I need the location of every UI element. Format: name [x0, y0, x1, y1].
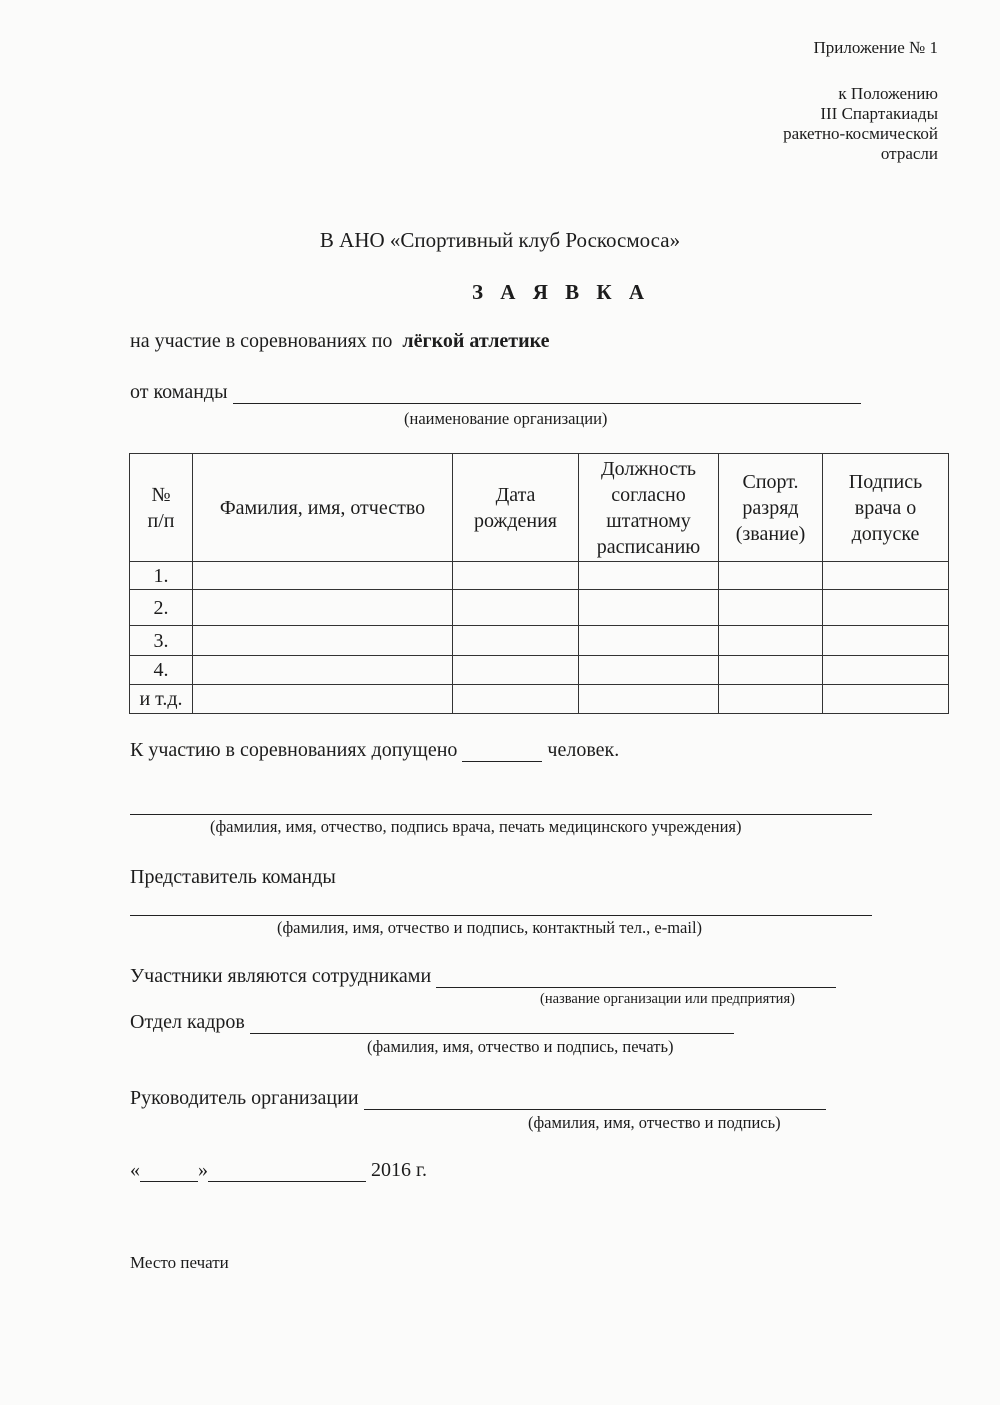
sport-name: лёгкой атлетике	[402, 330, 550, 352]
team-line	[130, 381, 861, 404]
employer-name-field[interactable]	[436, 967, 836, 988]
cell-full-name[interactable]	[193, 590, 453, 626]
header-number: № п/п	[130, 454, 193, 562]
cell-position[interactable]	[579, 685, 719, 714]
cell-full-name[interactable]	[193, 562, 453, 590]
annex-line: III Спартакиады	[820, 104, 938, 123]
addressee: В АНО «Спортивный клуб Роскосмоса»	[319, 228, 681, 252]
cell-sport-rank[interactable]	[719, 590, 823, 626]
cell-birth-date[interactable]	[453, 656, 579, 685]
team-hint: (наименование организации)	[404, 409, 608, 428]
date-day-field[interactable]	[140, 1161, 198, 1182]
row-number: 1.	[130, 562, 193, 590]
cell-birth-date[interactable]	[453, 626, 579, 656]
cell-doctor-signature[interactable]	[823, 626, 949, 656]
date-year: 2016 г.	[371, 1159, 427, 1181]
cell-birth-date[interactable]	[453, 685, 579, 714]
annex-line: отрасли	[880, 144, 938, 163]
cell-position[interactable]	[579, 626, 719, 656]
table-row	[130, 656, 949, 685]
cell-full-name[interactable]	[193, 685, 453, 714]
representative-signature-line[interactable]	[130, 915, 872, 916]
cell-sport-rank[interactable]	[719, 656, 823, 685]
date-close-quote: »	[198, 1159, 208, 1181]
header-sport-rank: Спорт. разряд (звание)	[719, 454, 823, 562]
admitted-prefix: К участию в соревнованиях допущено	[130, 739, 458, 761]
representative-label: Представитель команды	[130, 866, 336, 888]
team-label: от команды	[130, 381, 228, 403]
doctor-signature-line[interactable]	[130, 814, 872, 815]
table-header-row	[130, 454, 949, 562]
date-open-quote: «	[130, 1159, 140, 1181]
cell-sport-rank[interactable]	[719, 626, 823, 656]
date-line	[130, 1159, 427, 1182]
head-label: Руководитель организации	[130, 1087, 359, 1109]
row-number: 3.	[130, 626, 193, 656]
purpose-prefix: на участие в соревнованиях по	[130, 330, 393, 352]
doctor-hint: (фамилия, имя, отчество, подпись врача, печать медицинского учреждения)	[210, 817, 742, 836]
document-title: З А Я В К А	[471, 280, 651, 304]
hr-hint: (фамилия, имя, отчество и подпись, печать)	[367, 1037, 674, 1056]
header-birth-date: Дата рождения	[453, 454, 579, 562]
admitted-suffix: человек.	[547, 739, 620, 761]
table-row	[130, 562, 949, 590]
cell-doctor-signature[interactable]	[823, 656, 949, 685]
table-row	[130, 685, 949, 714]
header-doctor-signature: Подпись врача о допуске	[823, 454, 949, 562]
cell-full-name[interactable]	[193, 656, 453, 685]
head-hint: (фамилия, имя, отчество и подпись)	[528, 1113, 781, 1132]
cell-position[interactable]	[579, 590, 719, 626]
cell-doctor-signature[interactable]	[823, 562, 949, 590]
table-row	[130, 626, 949, 656]
representative-hint: (фамилия, имя, отчество и подпись, контактный тел., e-mail)	[277, 918, 703, 937]
purpose-line	[130, 330, 550, 353]
row-number: 4.	[130, 656, 193, 685]
cell-full-name[interactable]	[193, 626, 453, 656]
header-position: Должность согласно штатному расписанию	[579, 454, 719, 562]
row-number: 2.	[130, 590, 193, 626]
cell-position[interactable]	[579, 562, 719, 590]
hr-signature-field[interactable]	[250, 1013, 734, 1034]
annex-line: к Положению	[838, 84, 938, 103]
employees-hint: (название организации или предприятия)	[540, 991, 795, 1007]
team-name-field[interactable]	[233, 383, 861, 404]
cell-sport-rank[interactable]	[719, 685, 823, 714]
annex-reference	[783, 84, 938, 164]
employees-line	[130, 965, 836, 988]
cell-position[interactable]	[579, 656, 719, 685]
cell-doctor-signature[interactable]	[823, 590, 949, 626]
hr-label: Отдел кадров	[130, 1011, 245, 1033]
table-row	[130, 590, 949, 626]
row-number: и т.д.	[130, 685, 193, 714]
cell-birth-date[interactable]	[453, 562, 579, 590]
employees-label: Участники являются сотрудниками	[130, 965, 432, 987]
admitted-line	[130, 739, 619, 762]
cell-doctor-signature[interactable]	[823, 685, 949, 714]
head-signature-field[interactable]	[364, 1089, 826, 1110]
admitted-count-field[interactable]	[462, 741, 542, 762]
date-month-field[interactable]	[208, 1161, 366, 1182]
annex-line: ракетно-космической	[783, 124, 938, 143]
cell-sport-rank[interactable]	[719, 562, 823, 590]
hr-line	[130, 1011, 734, 1034]
head-line	[130, 1087, 826, 1110]
header-full-name: Фамилия, имя, отчество	[193, 454, 453, 562]
appendix-number: Приложение № 1	[813, 38, 938, 57]
cell-birth-date[interactable]	[453, 590, 579, 626]
stamp-place: Место печати	[130, 1253, 229, 1272]
participants-table	[129, 453, 949, 714]
